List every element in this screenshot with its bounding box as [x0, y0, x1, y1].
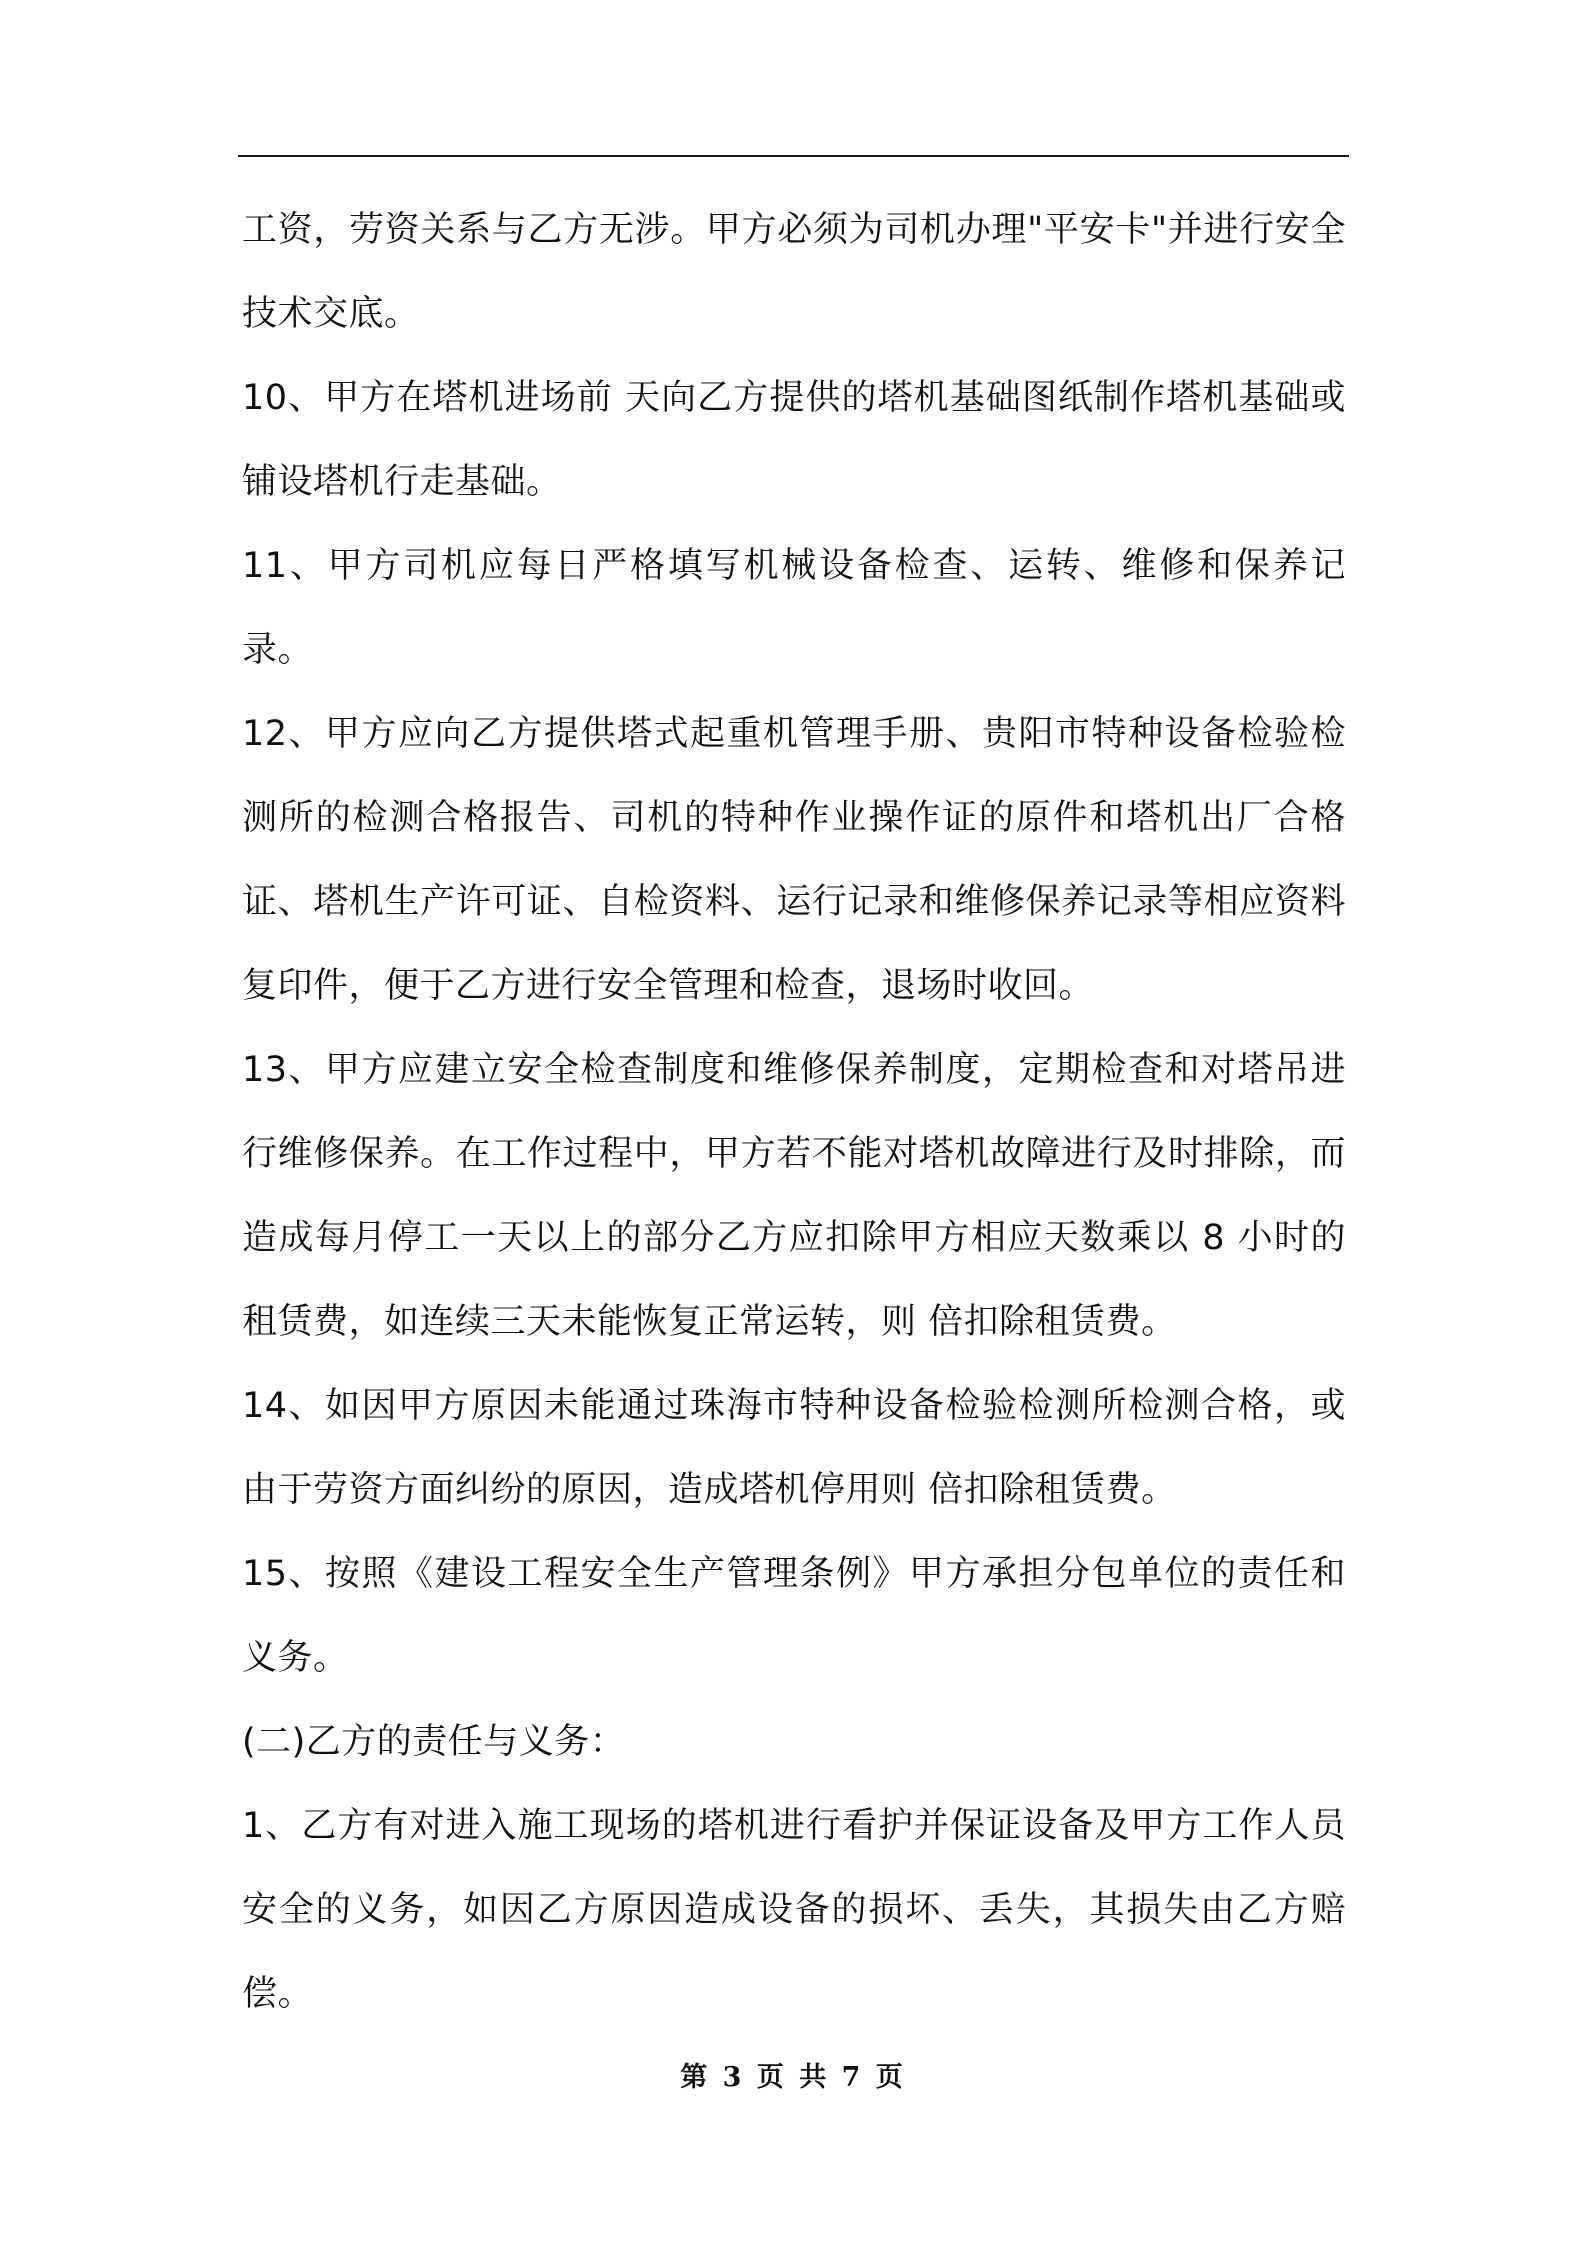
header-rule	[238, 155, 1349, 157]
paragraph-item-13: 13、甲方应建立安全检查制度和维修保养制度，定期检查和对塔吊进行维修保养。在工作过程中，甲方若不能对塔机故障进行及时排除，而造成每月停工一天以上的部分乙方应扣除甲方相应天数乘以 8 小时的租赁费，如连续三天未能恢复正常运转，则 倍扣除租赁费。	[242, 1050, 1346, 1342]
paragraph-item-10: 10、甲方在塔机进场前 天向乙方提供的塔机基础图纸制作塔机基础或铺设塔机行走基础。	[242, 378, 1346, 502]
document-body	[242, 188, 1346, 2036]
page-number: 第 3 页 共 7 页	[680, 2062, 906, 2093]
paragraph-item-12: 12、甲方应向乙方提供塔式起重机管理手册、贵阳市特种设备检验检测所的检测合格报告、司机的特种作业操作证的原件和塔机出厂合格证、塔机生产许可证、自检资料、运行记录和维修保养记录等相应资料复印件，便于乙方进行安全管理和检查，退场时收回。	[242, 714, 1346, 1006]
paragraph-item-1: 1、乙方有对进入施工现场的塔机进行看护并保证设备及甲方工作人员安全的义务，如因乙方原因造成设备的损坏、丢失，其损失由乙方赔偿。	[242, 1806, 1346, 2014]
paragraph-item-14: 14、如因甲方原因未能通过珠海市特种设备检验检测所检测合格，或由于劳资方面纠纷的原因，造成塔机停用则 倍扣除租赁费。	[242, 1386, 1346, 1510]
section-heading-party-b: (二)乙方的责任与义务：	[242, 1722, 626, 1762]
paragraph-continuation: 工资，劳资关系与乙方无涉。甲方必须为司机办理"平安卡"并进行安全技术交底。	[242, 210, 1346, 334]
paragraph-item-15: 15、按照《建设工程安全生产管理条例》甲方承担分包单位的责任和义务。	[242, 1554, 1346, 1678]
paragraph-item-11: 11、甲方司机应每日严格填写机械设备检查、运转、维修和保养记录。	[242, 546, 1346, 670]
